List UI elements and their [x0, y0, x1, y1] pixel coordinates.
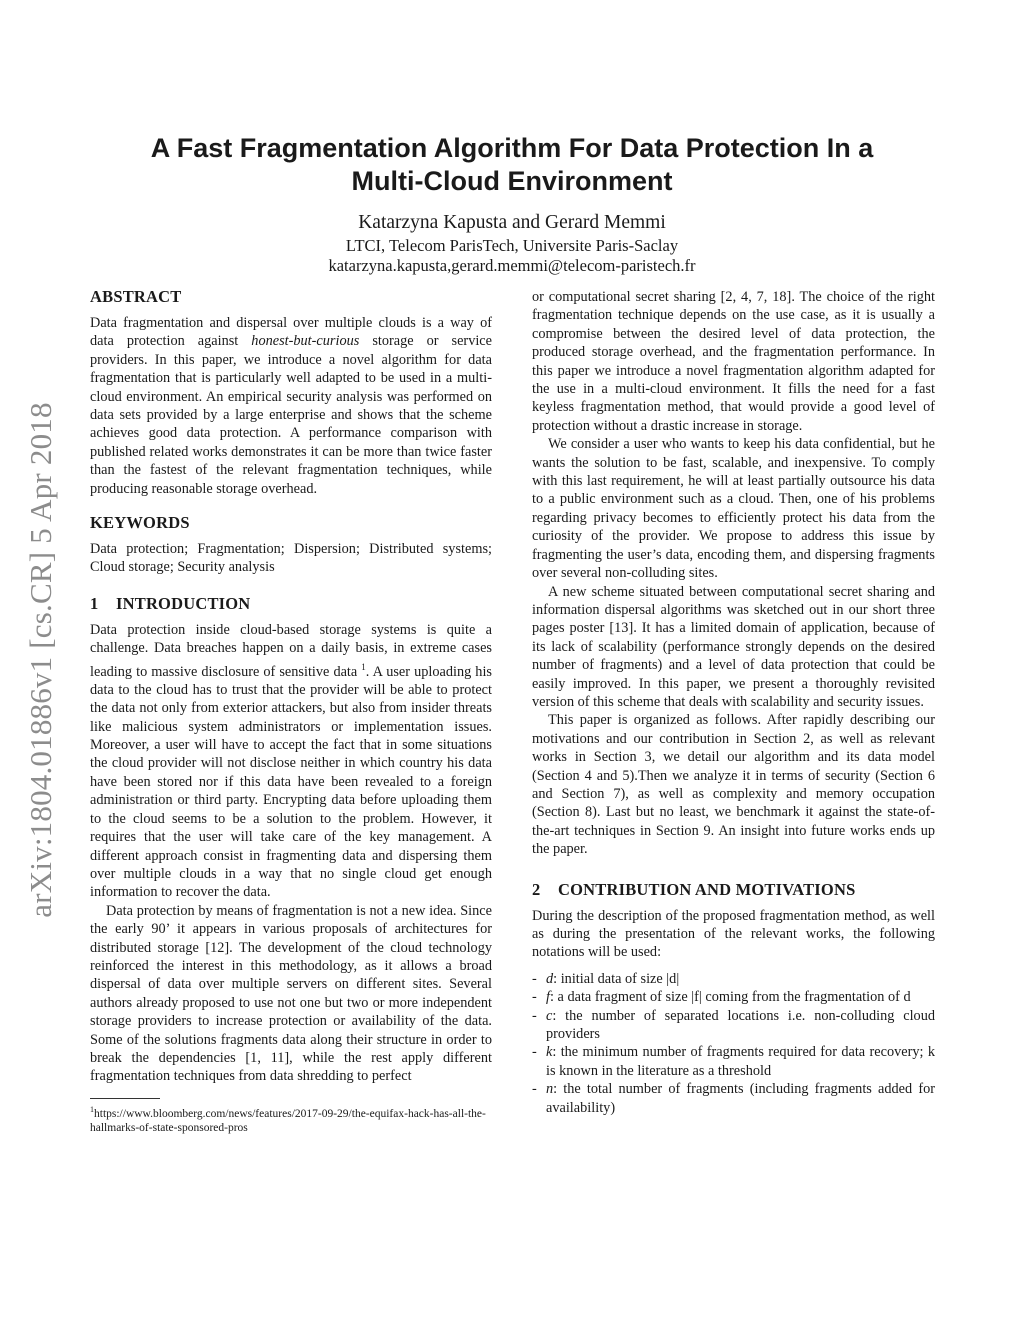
- paper-title: [110, 132, 914, 198]
- footnote-divider: [90, 1098, 160, 1099]
- notation-item: - k: the minimum number of fragments required for data recovery; k is known in the literature as a threshold: [532, 1044, 935, 1079]
- intro-paragraph-1: Data protection inside cloud-based storage systems is quite a challenge. Data breaches happen on a daily basis, in extreme cases leading to massive disclosure of sensitive data $^1$. A user uploading his data to the cloud has to trust that the provider will be able to protect the data not only from exterior attackers, but also from insider threats like malicious system administrators or implementation issues. Moreover, a user will have to accept the fact that in some situations the cloud provider will not disclose neither in which country his data have been stored nor if this data have been revealed to a foreign administration or third party. Encrypting data before uploading them to the cloud seems to be a solution to the problem. However, it requires that the user will take care of the key management. A different approach consist in fragmenting data and dispersing them over multiple clouds in a way that no single cloud get enough information to recover the data.: [90, 621, 492, 901]
- intro-paragraph-4: A new scheme situated between computational secret sharing and information dispersal algorithms was sketched out in our short three pages poster [13]. It has a limited domain of application, because of its lack of scalability (performance strongly depends on the desired number of fragments) and a level of data protection that could be easily improved. In this paper, we present a thoroughly revisited version of this scheme that deals with scalability and security issues.: [532, 583, 935, 710]
- right-column: [532, 288, 935, 1117]
- section-2-heading: 2 CONTRIBUTION AND MOTIVATIONS: [532, 879, 856, 899]
- contrib-paragraph: During the description of the proposed fragmentation method, as well as during the presentation of the relevant works, the following notations will be used:: [532, 907, 935, 961]
- notation-item: - f: a data fragment of size |f| coming from the fragmentation of d: [532, 989, 911, 1006]
- intro-paragraph-2: Data protection by means of fragmentation is not a new idea. Since the early 90’ it appears in various proposals of architectures for distributed storage [12]. The development of the cloud technology reinforced the interest in this methodology, as it allows a broad dispersal of data over multiple servers on different sites. Several authors already proposed to use not one but two or more independent storage providers to increase protection or availability of the data. Some of the solutions fragments data along their structure in order to break the dependencies [1, 11], while the rest apply different fragmentation techniques from data shredding to perfect: [90, 902, 492, 1085]
- intro-paragraph-2-continued: or computational secret sharing [2, 4, 7, 18]. The choice of the right fragmentation technique depends on the use case, as it is usually a compromise between the desired level of data protection, the produced storage overhead, and the fragmentation performance. In this paper we introduce a novel fragmentation algorithm adapted for the use in a multi-cloud environment. It fills the need for a fast keyless fragmentation method, that would provide a good level of protection without a drastic increase in storage.: [532, 289, 935, 434]
- notation-item: - c: the number of separated locations i.e. non-colluding cloud providers: [532, 1007, 935, 1043]
- left-column: [90, 286, 492, 1135]
- paper-title-line-1: A Fast Fragmentation Algorithm For Data Protection In a: [150, 133, 874, 163]
- paper-title-line-2: Multi-Cloud Environment: [351, 166, 673, 196]
- section-1-heading: 1 INTRODUCTION: [90, 593, 251, 613]
- arxiv-identifier: [16, 360, 66, 960]
- footnote-marker: 1: [361, 661, 366, 672]
- keywords-text: Data protection; Fragmentation; Dispersion; Distributed systems; Cloud storage; Security analysis: [90, 541, 492, 576]
- intro-paragraph-3: We consider a user who wants to keep his data confidential, but he wants the solution to be fast, scalable, and inexpensive. To comply with this last requirement, he will at least partially outsource his data to a public environment such as a cloud. Then, one of his problems regarding privacy becomes to efficiently protect his data from the curiosity of the provider. We propose to address this issue by fragmenting the user’s data, encoding them, and dispersing fragments over several non-colluding sites.: [532, 436, 935, 582]
- author-email: katarzyna.kapusta,gerard.memmi@telecom-paristech.fr: [328, 256, 696, 275]
- footnote: $^1$https://www.bloomberg.com/news/features/2017-09-29/the-equifax-hack-has-all-the-hallmarks-of-state-sponsored-pros: [90, 1104, 486, 1134]
- abstract-heading: ABSTRACT: [90, 287, 182, 306]
- notation-item: - d: initial data of size |d|: [532, 970, 680, 987]
- arxiv-identifier-text: arXiv:1804.01886v1 [cs.CR] 5 Apr 2018: [23, 402, 58, 918]
- keywords-heading: KEYWORDS: [90, 513, 190, 533]
- affiliation: LTCI, Telecom ParisTech, Universite Paris-Saclay: [345, 236, 679, 255]
- intro-paragraph-5: This paper is organized as follows. After rapidly describing our motivations and our contribution in Section 2, as well as relevant works in Section 3, we detail our algorithm and its data model (Section 4 and 5).Then we analyze it in terms of security (Section 6 and Section 7), as well as complexity and memory occupation (Section 8). Last but no least, we benchmark it against the state-of-the-art techniques in Section 9. An insight into future works ends up the paper.: [532, 712, 935, 858]
- notation-item: - n: the total number of fragments (including fragments added for availability): [532, 1081, 935, 1116]
- notation-list: [532, 970, 935, 1117]
- abstract-text: Data fragmentation and dispersal over multiple clouds is a way of data protection against honest-but-curious storage or service providers. In this paper, we introduce a novel algorithm for data fragmentation that is particularly well adapted to be used in a multi-cloud environment. An empirical security analysis was performed on data sets provided by a large enterprise and shows that the scheme achieves good data protection. A performance comparison with published related works demonstrates it can be more than twice faster than the fastest of the relevant fragmentation techniques, while producing reasonable storage overhead.: [90, 315, 493, 497]
- authors: Katarzyna Kapusta and Gerard Memmi: [358, 212, 666, 233]
